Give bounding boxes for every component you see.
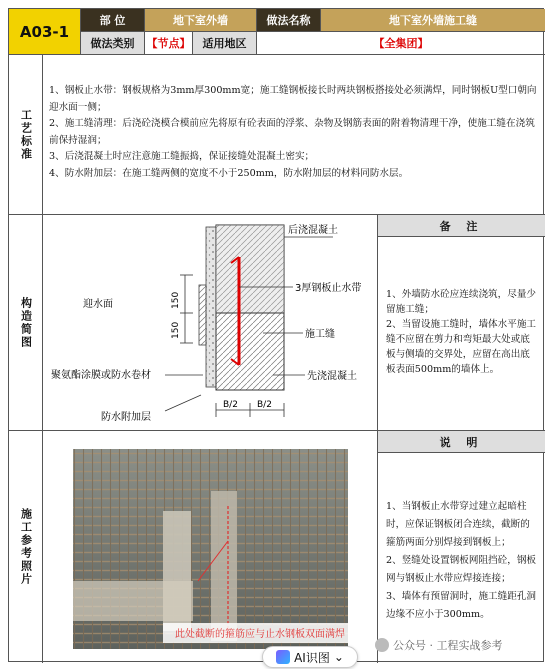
structure-drawing xyxy=(43,215,378,431)
header-row-2 xyxy=(81,32,545,55)
photo-section-label: 施工参考照片 xyxy=(9,431,43,663)
construction-photo xyxy=(43,431,378,663)
label-coating: 聚氨酯涂膜或防水卷材 xyxy=(51,370,151,381)
dim-150-upper: 150 xyxy=(171,291,181,309)
craft-section-label: 工艺标准 xyxy=(9,55,43,215)
dim-b2-left: B/2 xyxy=(223,400,238,410)
region-value: 【全集团】 xyxy=(373,37,429,50)
remark-line: 1、外墙防水砼应连续浇筑，尽量少留施工缝； xyxy=(386,289,537,315)
ai-icon xyxy=(276,650,290,664)
label-water-stop: 3厚钢板止水带 xyxy=(295,283,362,294)
method-label: 做法名称 xyxy=(257,9,321,31)
label-water-face: 迎水面 xyxy=(83,299,113,310)
dim-b2-right: B/2 xyxy=(257,400,272,410)
dim-150-lower: 150 xyxy=(171,321,181,339)
category-value: 【节点】 xyxy=(145,32,193,54)
craft-item: 2、施工缝清理：后浇砼浇模合模前应先将原有砼表面的浮浆、杂物及钢筋表面的附着物清理干净，使施工缝在浇筑前保持湿润； xyxy=(49,118,535,146)
craft-item: 3、后浇混凝土时应注意施工缝振捣，保证接缝处混凝土密实； xyxy=(49,151,315,162)
remark-panel xyxy=(378,215,545,431)
sheet-code: A03-1 xyxy=(9,9,81,55)
part-value: 地下室外墙 xyxy=(145,9,257,31)
explain-line: 3、墙体有预留洞时，施工缝距孔洞边缘不应小于300mm。 xyxy=(386,591,537,620)
region-label: 适用地区 xyxy=(193,32,257,54)
remark-title: 备 注 xyxy=(378,215,545,237)
explain-line: 2、竖缝处设置钢板网阻挡砼，钢板网与钢板止水带应焊接连接； xyxy=(386,555,537,584)
rebar-photo xyxy=(43,431,378,663)
craft-standard-text xyxy=(43,55,545,215)
remark-line: 2、当留设施工缝时，墙体水平施工缝不应留在剪力和弯矩最大处或底板与侧墙的交界处，应留在高出底板表面500mm的墙体上。 xyxy=(386,319,537,375)
ai-recognize-button[interactable] xyxy=(262,646,358,668)
label-additional-layer: 防水附加层 xyxy=(101,412,151,423)
structure-section-label: 构造简图 xyxy=(9,215,43,431)
craft-item: 1、钢板止水带：钢板规格为3mm厚300mm宽；施工缝钢板接长时两块钢板搭接处必须满焊，同时钢板U型口朝向迎水面一侧； xyxy=(49,85,537,113)
wechat-icon xyxy=(375,638,389,652)
explain-title: 说 明 xyxy=(378,431,545,453)
watermark: 公众号 · 工程实战参考 xyxy=(375,637,503,653)
part-label: 部 位 xyxy=(81,9,145,31)
craft-item: 4、防水附加层：在施工缝两侧的宽度不小于250mm，防水附加层的材料同防水层。 xyxy=(49,167,409,179)
section-diagram xyxy=(43,215,378,431)
label-first-concrete: 先浇混凝土 xyxy=(307,371,357,382)
explain-panel xyxy=(378,431,545,663)
category-label: 做法类别 xyxy=(81,32,145,54)
photo-caption: 此处截断的箍筋应与止水钢板双面满焊 xyxy=(175,629,345,640)
label-construction-joint: 施工缝 xyxy=(305,329,335,340)
construction-standard-sheet xyxy=(8,8,544,662)
method-value: 地下室外墙施工缝 xyxy=(321,9,545,31)
explain-line: 1、当钢板止水带穿过建立起暗柱时，应保证钢板闭合连续，截断的箍筋两面分别焊接到钢板上； xyxy=(386,501,530,548)
label-later-concrete: 后浇混凝土 xyxy=(288,225,338,236)
header-row-1 xyxy=(81,9,545,32)
ai-button-label: AI识图 xyxy=(294,650,330,665)
chevron-down-icon: ⌄ xyxy=(333,650,344,664)
